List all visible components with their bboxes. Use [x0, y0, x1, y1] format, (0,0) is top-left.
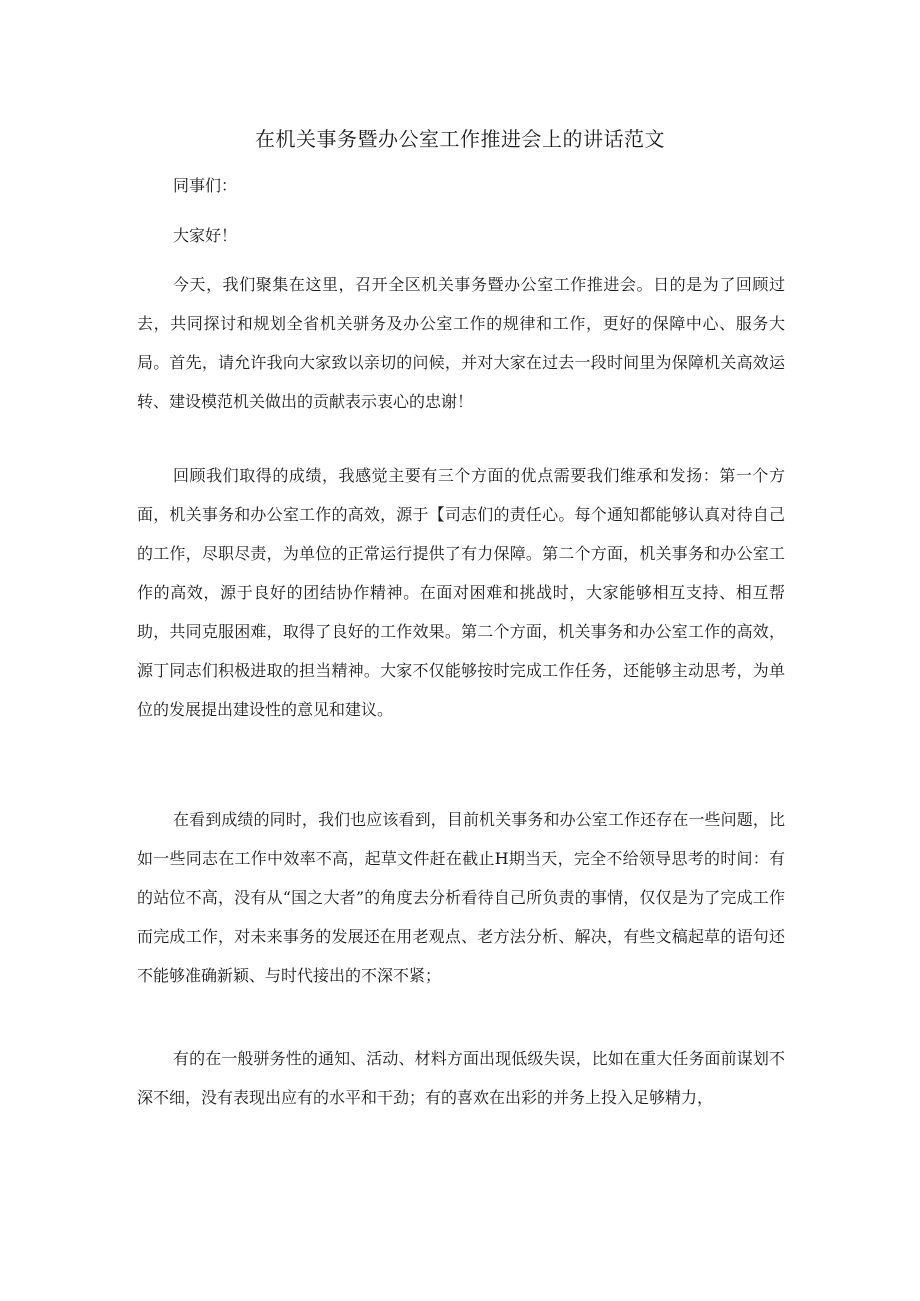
paragraph-errors: 有的在一般骈务性的通知、活动、材料方面出现低级失误，比如在重大任务面前谋划不深不细，没有表现出应有的水平和干劲；有的喜欢在出彩的并务上投入足够精力， [137, 1049, 785, 1107]
salutation: 大家好！ [173, 226, 238, 245]
paragraph-achievements: 回顾我们取得的成绩，我感觉主要有三个方面的优点需要我们维承和发扬：第一个方面，机关事务和办公室工作的高效，源于【司志们的责任心。每个通知都能够认真对待自己的工作，尽职尽责，为单位的正常运行提供了有力保障。第二个方面，机关事务和办公室工作的高效，源于良好的团结协作精神。在面对困难和挑战时，大家能够相互支持、相互帮助，共同克服困难，取得了良好的工作效果。第二个方面，机关事务和办公室工作的高效，源丁同志们积极进取的担当精神。大家不仅能够按时完成工作任务，还能够主动思考，为单位的发展提出建设性的意见和建议。 [137, 466, 785, 719]
document-title: 在机关事务暨办公室工作推进会上的讲话范文 [255, 127, 665, 151]
paragraph-problems: 在看到成绩的同时，我们也应该看到，目前机关事务和办公室工作还存在一些问题，比如一些同志在工作中效率不高，起草文件赶在截止H期当天，完全不给领导思考的时间：有的站位不高，没有从“国之大者”的角度去分析看待自己所负责的事情，仅仅是为了完成工作而完成工作，对未来事务的发展还在用老观点、老方法分析、解决，有些文稿起草的语句还不能够准确新颖、与时代接出的不深不紧； [137, 810, 785, 985]
paragraph-opening: 今天，我们聚集在这里，召开全区机关事务暨办公室工作推进会。日的是为了回顾过去，共同探讨和规划全省机关骈务及办公室工作的规律和工作，更好的保障中心、服务大局。首先，请允许我向大家致以亲切的问候，并对大家在过去一段时间里为保障机关高效运转、建设模范机关做出的贡献表示衷心的忠谢！ [137, 275, 785, 411]
greeting: 同事们： [173, 176, 238, 195]
